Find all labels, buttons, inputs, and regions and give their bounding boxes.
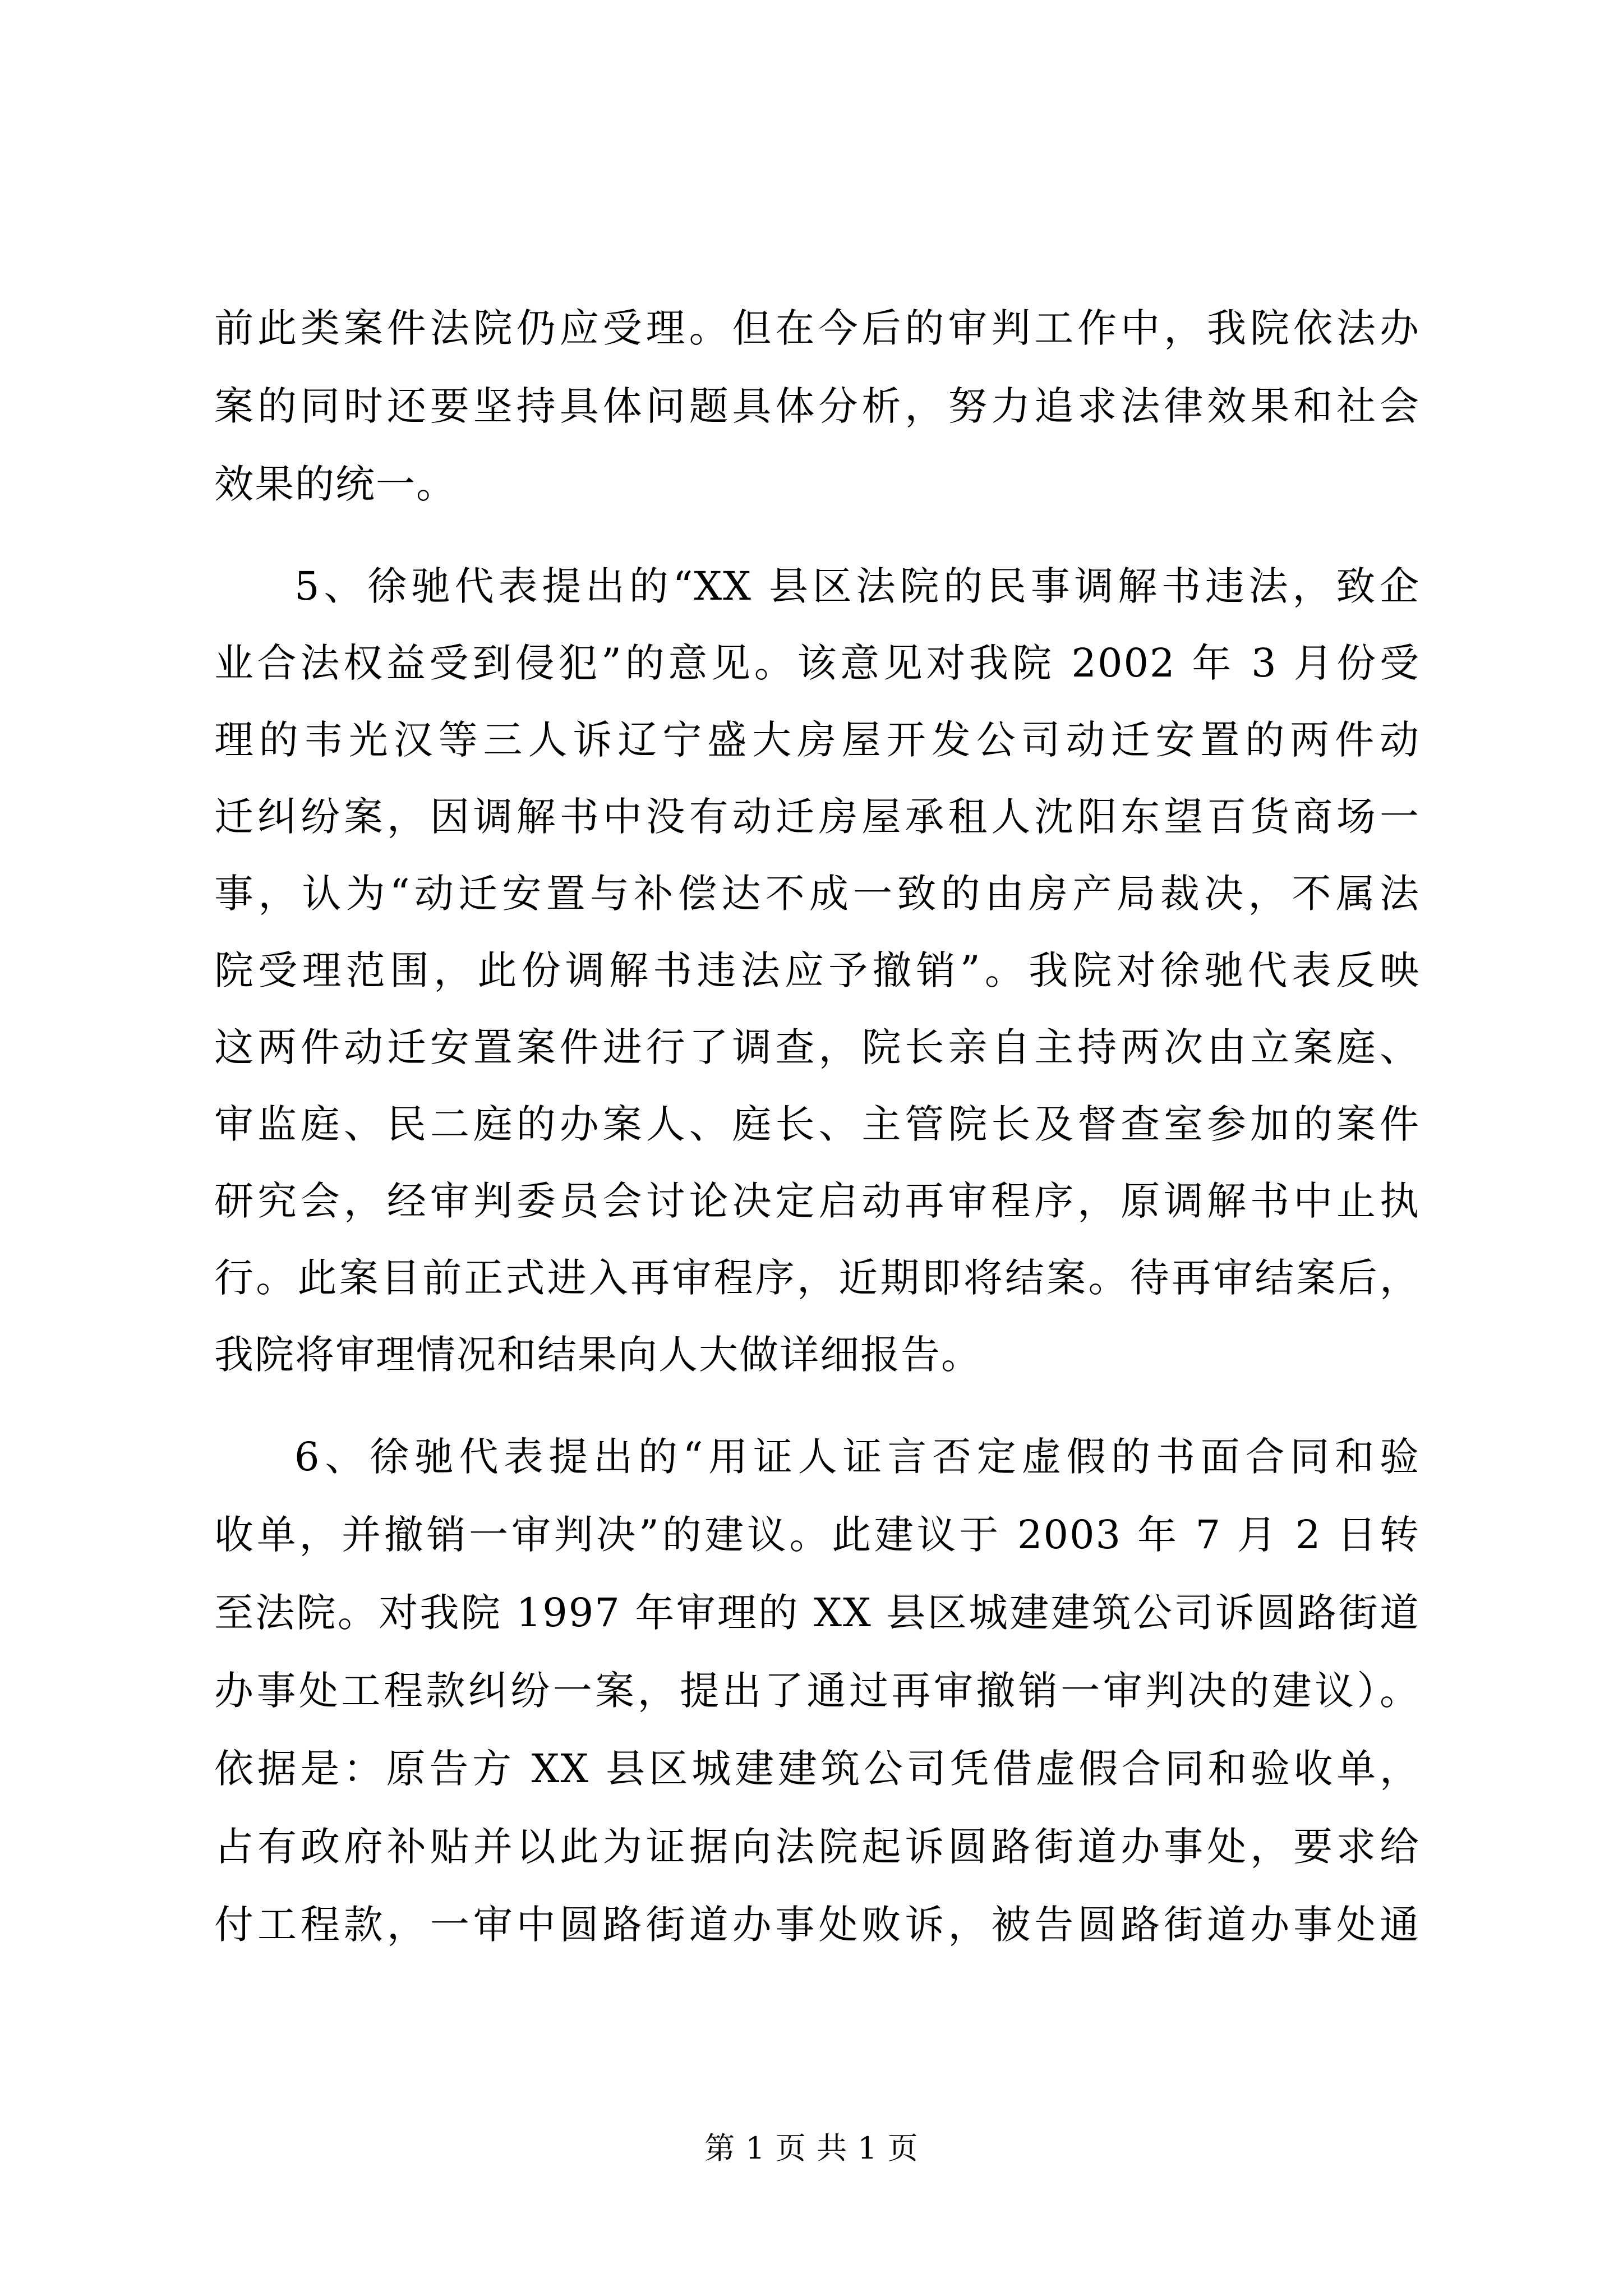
text-line: 院受理范围，此份调解书违法应予撤销”。我院对徐驰代表反映	[214, 947, 1420, 993]
page-number-footer: 第 1 页 共 1 页	[704, 2131, 919, 2166]
text-line: 依据是：原告方 XX 县区城建建筑公司凭借虚假合同和验收单，	[214, 1746, 1420, 1792]
paragraph-6-start: 6、徐驰代表提出的“用证人证言否定虚假的书面合同和验	[294, 1434, 1420, 1480]
text-line: 占有政府补贴并以此为证据向法院起诉圆路街道办事处，要求给	[214, 1824, 1420, 1870]
text-line: 收单，并撤销一审判决”的建议。此建议于 2003 年 7 月 2 日转	[214, 1512, 1420, 1558]
text-line: 事，认为“动迁安置与补偿达不成一致的由房产局裁决，不属法	[214, 871, 1420, 917]
text-line: 办事处工程款纠纷一案，提出了通过再审撤销一审判决的建议）。	[214, 1668, 1420, 1714]
text-line: 付工程款，一审中圆路街道办事处败诉，被告圆路街道办事处通	[214, 1902, 1420, 1948]
text-line: 效果的统一。	[214, 461, 457, 507]
text-line: 案的同时还要坚持具体问题具体分析，努力追求法律效果和社会	[214, 383, 1420, 429]
text-line: 前此类案件法院仍应受理。但在今后的审判工作中，我院依法办	[214, 305, 1420, 351]
text-line: 行。此案目前正式进入再审程序，近期即将结案。待再审结案后，	[214, 1255, 1420, 1301]
text-line: 迁纠纷案，因调解书中没有动迁房屋承租人沈阳东望百货商场一	[214, 794, 1420, 840]
text-line: 这两件动迁安置案件进行了调查，院长亲自主持两次由立案庭、	[214, 1024, 1420, 1070]
text-line: 理的韦光汉等三人诉辽宁盛大房屋开发公司动迁安置的两件动	[214, 717, 1420, 763]
text-line: 研究会，经审判委员会讨论决定启动再审程序，原调解书中止执	[214, 1178, 1420, 1224]
text-line: 业合法权益受到侵犯”的意见。该意见对我院 2002 年 3 月份受	[214, 640, 1420, 686]
text-line: 至法院。对我院 1997 年审理的 XX 县区城建建筑公司诉圆路街道	[214, 1590, 1420, 1636]
text-line: 审监庭、民二庭的办案人、庭长、主管院长及督查室参加的案件	[214, 1101, 1420, 1147]
paragraph-5-start: 5、徐驰代表提出的“XX 县区法院的民事调解书违法，致企	[294, 563, 1420, 609]
text-line: 我院将审理情况和结果向人大做详细报告。	[214, 1332, 981, 1378]
